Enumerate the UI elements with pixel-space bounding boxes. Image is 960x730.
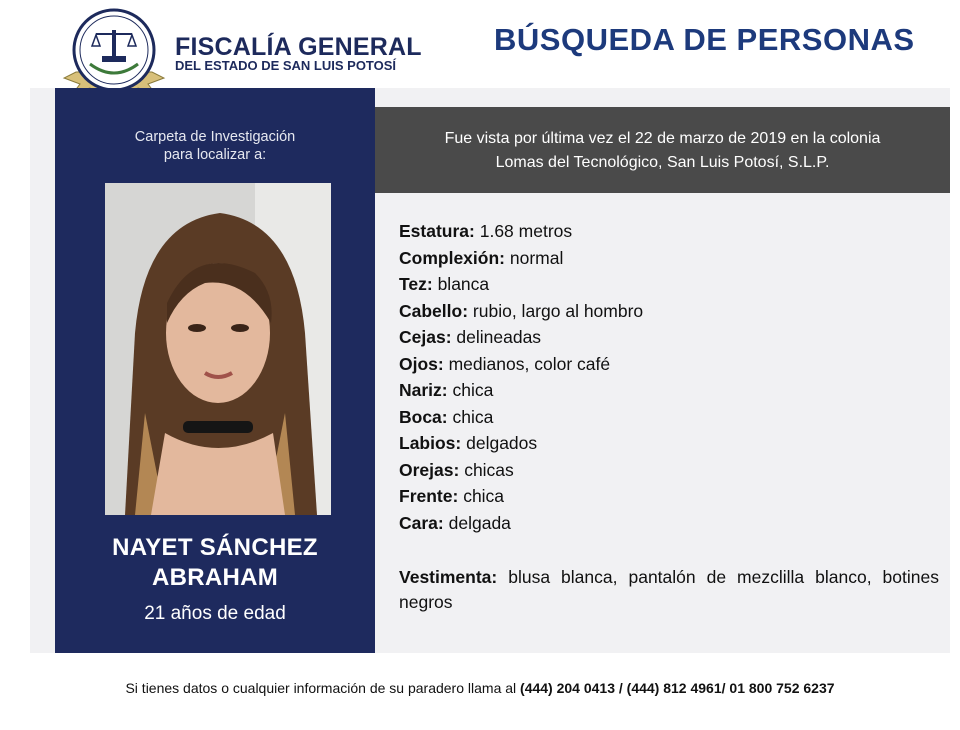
person-name-line-2: ABRAHAM xyxy=(151,564,279,591)
last-seen-line-2: Lomas del Tecnológico, San Luis Potosí, S.L.P. xyxy=(495,154,830,171)
description-value: normal xyxy=(509,247,564,268)
description-row xyxy=(399,404,939,431)
description-value: blanca xyxy=(437,274,490,294)
description-row xyxy=(399,324,939,351)
description-row xyxy=(399,298,939,325)
description-label: Estatura: xyxy=(399,221,475,241)
person-name xyxy=(55,533,375,593)
description-value: medianos, color café xyxy=(448,353,611,374)
description-label: Frente: xyxy=(399,486,459,506)
person-photo xyxy=(105,183,331,515)
description-label: Cabello: xyxy=(399,300,469,321)
description-row xyxy=(399,218,939,245)
person-age: 21 años de edad xyxy=(144,603,286,624)
poster-title: BÚSQUEDA DE PERSONAS xyxy=(494,22,915,57)
clothing-label: Vestimenta: xyxy=(399,567,498,587)
last-seen-line-1: Fue vista por última vez el 22 de marzo de 2019 en la colonia xyxy=(444,130,881,147)
description-value: chica xyxy=(452,406,494,427)
footer-text: Si tienes datos o cualquier información de su paradero llama al xyxy=(125,680,521,696)
description-row xyxy=(399,483,939,510)
physical-description xyxy=(399,218,939,536)
description-label: Cara: xyxy=(399,512,444,533)
description-label: Orejas: xyxy=(399,459,460,480)
intro-line-1: Carpeta de Investigación xyxy=(134,129,296,145)
description-label: Nariz: xyxy=(399,380,448,400)
org-title: FISCALÍA GENERAL xyxy=(175,33,422,61)
description-row xyxy=(399,271,939,298)
phone-numbers[interactable]: (444) 204 0413 / (444) 812 4961/ 01 800 752 6237 xyxy=(520,680,835,696)
last-seen-text xyxy=(375,127,950,175)
description-row xyxy=(399,457,939,484)
description-value: chica xyxy=(452,380,494,400)
description-value: delgados xyxy=(466,433,538,453)
intro-line-2: para localizar a: xyxy=(163,147,267,163)
description-label: Labios: xyxy=(399,433,462,453)
poster-header xyxy=(0,0,960,88)
person-name-line-1: NAYET SÁNCHEZ xyxy=(112,534,318,561)
description-value: delineadas xyxy=(456,327,542,347)
description-row xyxy=(399,510,939,537)
description-value: chicas xyxy=(464,459,514,480)
investigation-intro xyxy=(55,128,375,164)
description-row xyxy=(399,351,939,378)
description-row xyxy=(399,245,939,272)
org-subtitle: DEL ESTADO DE SAN LUIS POTOSÍ xyxy=(175,58,397,73)
clothing-description xyxy=(399,565,939,615)
description-value: rubio, largo al hombro xyxy=(472,300,644,321)
description-label: Boca: xyxy=(399,406,448,427)
contact-footer xyxy=(0,680,960,696)
description-row xyxy=(399,377,939,404)
person-side-panel xyxy=(55,88,375,653)
clothing-value: blusa blanca, pantalón de mezclilla blanco, botines negros xyxy=(399,567,939,612)
description-row xyxy=(399,430,939,457)
description-label: Tez: xyxy=(399,274,433,294)
description-label: Complexión: xyxy=(399,247,505,268)
description-value: delgada xyxy=(448,512,511,533)
description-label: Ojos: xyxy=(399,353,444,374)
description-value: chica xyxy=(463,486,505,506)
description-label: Cejas: xyxy=(399,327,452,347)
fiscalia-seal-logo xyxy=(60,8,168,98)
description-value: 1.68 metros xyxy=(479,221,573,241)
last-seen-banner xyxy=(375,107,950,193)
